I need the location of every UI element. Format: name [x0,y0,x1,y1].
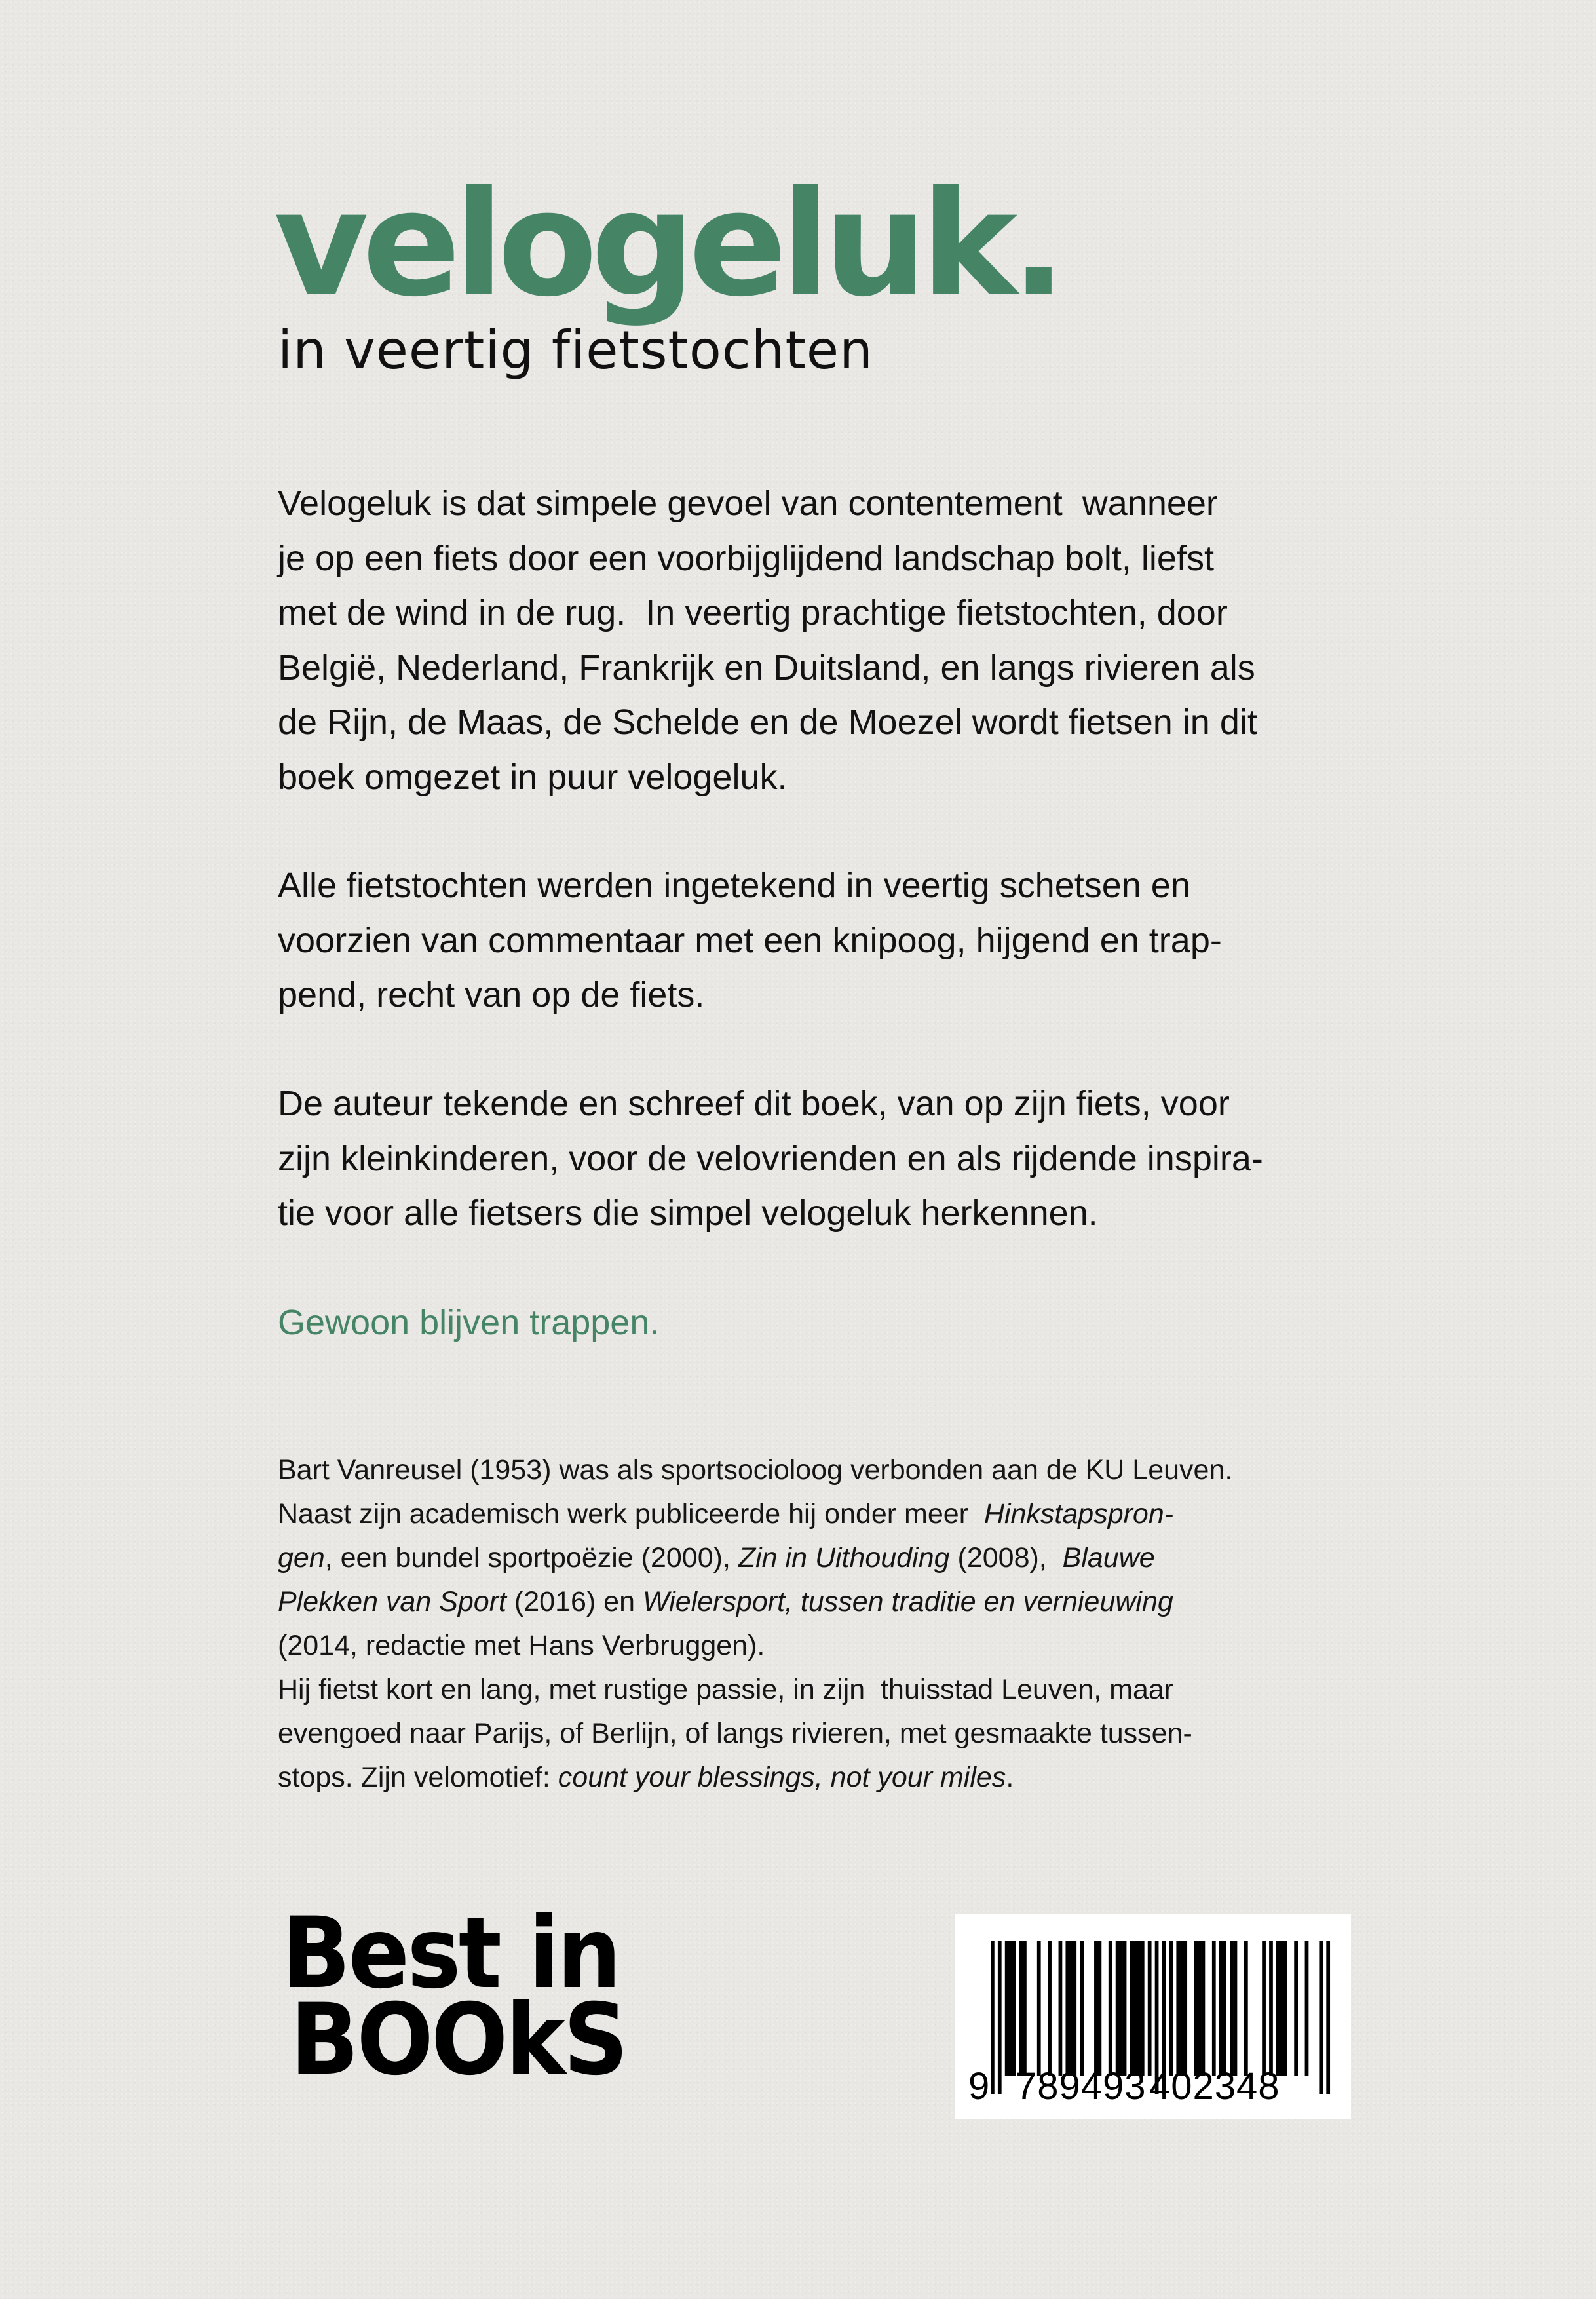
italic-title: count your blessings, not your miles [558,1762,1006,1793]
text-line: de Rijn, de Maas, de Schelde en de Moezel wordt fietsen in dit [278,703,1257,742]
bio-line [278,1712,1352,1756]
italic-title: Blauwe [1062,1542,1155,1574]
book-subtitle: in veertig fietstochten [278,320,873,381]
bio-line [278,1624,1352,1668]
isbn-digit-first: 9 [968,2065,990,2108]
bio-text: Hij fietst kort en lang, met rustige passie, in zijn thuisstad Leuven, maar [278,1674,1174,1705]
text-line: België, Nederland, Frankrijk en Duitsland, en langs rivieren als [278,647,1255,687]
bio-text: , een bundel sportpoëzie (2000), [324,1542,738,1574]
bio-text: Bart Vanreusel (1953) was als sportsocioloog verbonden aan de KU Leuven. [278,1454,1233,1486]
text-line: voorzien van commentaar met een knipoog, hijgend en trap- [278,920,1222,960]
bio-line [278,1448,1352,1492]
bio-line [278,1668,1352,1712]
bio-text: (2016) en [506,1586,643,1617]
text-line: pend, recht van op de fiets. [278,975,705,1014]
author-bio [278,1448,1352,1800]
text-line: Alle fietstochten werden ingetekend in veertig schetsen en [278,866,1190,905]
italic-title: Plekken van Sport [278,1586,506,1617]
bio-text: (2008), [949,1542,1063,1574]
italic-title: Zin in Uithouding [738,1542,950,1574]
book-title: velogeluk. [274,160,1060,329]
motto: Gewoon blijven trappen. [278,1303,660,1342]
text-line: zijn kleinkinderen, voor de velovrienden en als rijdende inspira- [278,1138,1263,1178]
blurb-paragraph-2 [278,859,1352,1023]
bio-text: Naast zijn academisch werk publiceerde hij onder meer [278,1498,984,1530]
italic-title: gen [278,1542,325,1574]
text-line: boek omgezet in puur velogeluk. [278,757,788,797]
italic-title: Hinkstapspron- [983,1498,1174,1530]
text-line: tie voor alle fietsers die simpel velogeluk herkennen. [278,1193,1098,1233]
bio-text: evengoed naar Parijs, of Berlijn, of langs rivieren, met gesmaakte tussen- [278,1718,1192,1749]
bio-line [278,1756,1352,1800]
bio-line [278,1580,1352,1624]
publisher-logo [282,1897,626,2097]
isbn-digits-left: 789493 [1016,2065,1147,2108]
bio-line [278,1492,1352,1536]
text-line: je op een fiets door een voorbijglijdend landschap bolt, liefst [278,538,1214,578]
bio-line [278,1536,1352,1580]
text-line: Velogeluk is dat simpele gevoel van contentement wanneer [278,484,1218,523]
text-line: De auteur tekende en schreef dit boek, van op zijn fiets, voor [278,1084,1230,1123]
isbn-barcode [955,1914,1351,2119]
blurb-paragraph-3 [278,1077,1352,1241]
bio-text: stops. Zijn velomotief: [278,1762,558,1793]
blurb-paragraph-1 [278,476,1352,805]
logo-line-2: BOOkS [290,1983,626,2097]
isbn-digits-right: 402348 [1149,2065,1280,2108]
bio-text: (2014, redactie met Hans Verbruggen). [278,1630,765,1661]
italic-title: Wielersport, tussen traditie en vernieuwing [642,1586,1173,1617]
bio-text: . [1006,1762,1014,1793]
logo-line-1: Best in [282,1897,619,2011]
text-line: met de wind in de rug. In veertig prachtige fietstochten, door [278,593,1228,632]
